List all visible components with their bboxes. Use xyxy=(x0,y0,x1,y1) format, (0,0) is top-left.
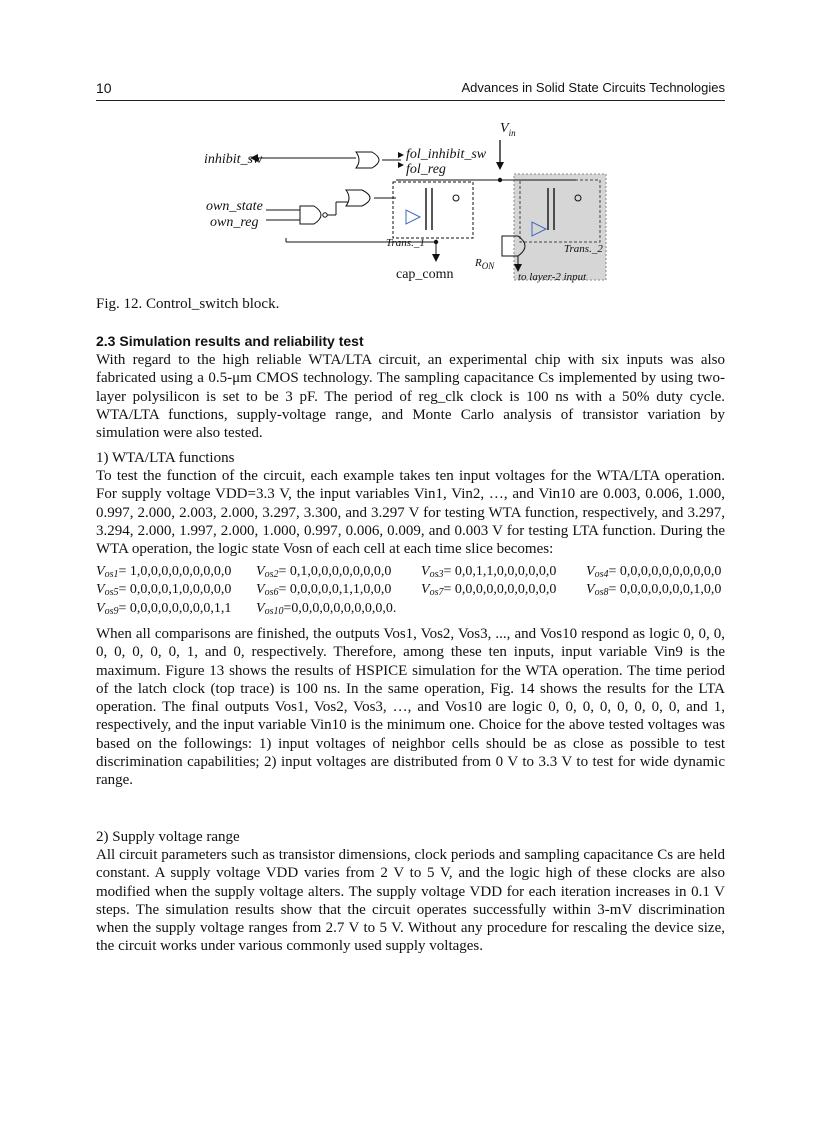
logic-state-row xyxy=(96,600,736,618)
or-gate-top xyxy=(356,152,379,168)
trans1-bubble xyxy=(453,195,459,201)
nand-gate-own xyxy=(300,206,321,224)
logic-state-item: $V_{os10}=0,0,0,0,0,0,0,0,0,0$. xyxy=(256,600,397,617)
own-state-label: own_state xyxy=(206,199,263,214)
or-gate-mid xyxy=(346,190,370,206)
fol-inhibit-sw-label: fol_inhibit_sw xyxy=(406,147,487,162)
trans1-block xyxy=(393,182,473,238)
subheading-wta-lta: 1) WTA/LTA functions xyxy=(96,450,235,466)
nand-bubble xyxy=(323,213,327,217)
logic-state-list xyxy=(96,563,736,618)
logic-state-item: $V_{os5}= 0,0,0,0,1,0,0,0,0,0$ xyxy=(96,582,232,599)
figure-caption: Fig. 12. Control_switch block. xyxy=(96,296,280,312)
logic-state-item: $V_{os8}= 0,0,0,0,0,0,0,1,0,0$ xyxy=(586,582,722,599)
trans1-buffer-icon xyxy=(406,210,420,224)
vin-arrow-icon xyxy=(496,162,504,170)
ron-label: $R_{ON}$ xyxy=(475,257,495,271)
cap-arrow-icon xyxy=(432,254,440,262)
logic-state-row xyxy=(96,563,736,581)
fol-inhibit-arrow-icon xyxy=(398,152,404,158)
paragraph-results: When all comparisons are finished, the outputs Vos1, Vos2, Vos3, ..., and Vos10 respond as logic 0, 0, 0, 0, 0, 0, 0, 0, 1, and 0, respectively. Therefore, among these ten inputs, input variable Vin9 is the maximum. Figure 13 shows the results of HSPICE simulation for the WTA operation. The time period of the latch clock (top trace) is 100 ns. In the same operation, Fig. 14 shows the results for the LTA operation. The final outputs Vos1, Vos2, Vos3, …, and Vos10 are logic 0, 0, 0, 0, 0, 0, 0, 0, and 1, respectively, and the input variable Vin10 is the minimum one. Choice for the above tested voltages was based on the followings: 1) input voltages of neighbor cells should be as close as possible to test discrimination capabilities; 2) input voltages are distributed from 0 V to 3.3 V to test for wide dynamic range. xyxy=(96,626,725,789)
paragraph-intro: With regard to the high reliable WTA/LTA circuit, an experimental chip with six inputs was also fabricated using a 0.5-μm CMOS technology. The sampling capacitance Cs implemented by using two-layer polysilicon is set to be 3 pF. The period of reg_clk clock is 100 ns with a 50% duty cycle. WTA/LTA functions, supply-voltage range, and Monte Carlo analysis of transistor variation by simulation were also tested. xyxy=(96,352,725,442)
trans2-block xyxy=(514,174,606,280)
own-reg-label: own_reg xyxy=(210,215,259,230)
circuit-diagram xyxy=(196,118,616,290)
section-title: 2.3 Simulation results and reliability test xyxy=(96,333,364,349)
header-rule xyxy=(96,100,725,101)
fol-reg-label: fol_reg xyxy=(406,162,446,177)
subheading-supply-range: 2) Supply voltage range xyxy=(96,829,240,845)
vin-node xyxy=(498,178,502,182)
trans1-label: Trans._1 xyxy=(386,237,425,249)
fol-reg-arrow-icon xyxy=(398,162,404,168)
logic-state-item: $V_{os1}= 1,0,0,0,0,0,0,0,0,0$ xyxy=(96,564,232,580)
logic-state-item: $V_{os7}= 0,0,0,0,0,0,0,0,0,0$ xyxy=(421,582,557,599)
running-title: Advances in Solid State Circuits Technologies xyxy=(461,80,725,95)
logic-state-item: $V_{os2}= 0,1,0,0,0,0,0,0,0,0$ xyxy=(256,564,392,580)
page-number: 10 xyxy=(96,80,112,96)
logic-state-item: $V_{os6}= 0,0,0,0,0,1,1,0,0,0$ xyxy=(256,582,392,599)
vin-label: $V_{in}$ xyxy=(500,121,516,138)
paragraph-supply-range: All circuit parameters such as transistor dimensions, clock periods and sampling capacitance Cs are held constant. A supply voltage VDD varies from 2 V to 5 V, and the logic high of these clocks are also modified when the supply voltage alters. The supply voltage VDD for each iteration increases in 0.1 V steps. The simulation results show that the circuit operates successfully within 3-mV discrimination when the supply voltage ranges from 2.7 V to 5 V. Without any procedure for rescaling the device size, the circuit works under various commonly used supply voltages. xyxy=(96,847,725,955)
logic-state-item: $V_{os9}= 0,0,0,0,0,0,0,0,1,1$ xyxy=(96,600,232,617)
logic-state-item: $V_{os4}= 0,0,0,0,0,0,0,0,0,0$ xyxy=(586,564,722,580)
paragraph-test-function: To test the function of the circuit, each example takes ten input voltages for the WTA/LTA operation. For supply voltage VDD=3.3 V, the input variables Vin1, Vin2, …, and Vin10 are 0.003, 0.006, 1.000, 0.997, 2.000, 2.003, 2.000, 3.297, 3.300, and 3.297 V for testing WTA function, respectively, and 3.297, 3.294, 2.000, 1.997, 2.000, 1.000, 0.997, 0.006, 0.009, and 0.003 V for testing LTA function. During the WTA operation, the logic state Vosn of each cell at each time slice becomes: xyxy=(96,468,725,558)
control-switch-figure xyxy=(196,118,616,290)
to-layer2-label: to layer-2 input xyxy=(518,271,587,283)
trans2-label: Trans._2 xyxy=(564,243,603,255)
inhibit-sw-label: inhibit_sw xyxy=(204,152,263,167)
logic-state-item: $V_{os3}= 0,0,1,1,0,0,0,0,0,0$ xyxy=(421,564,557,580)
logic-state-row xyxy=(96,581,736,599)
page-header xyxy=(96,80,725,98)
cap-comn-label: cap_comn xyxy=(396,267,454,282)
